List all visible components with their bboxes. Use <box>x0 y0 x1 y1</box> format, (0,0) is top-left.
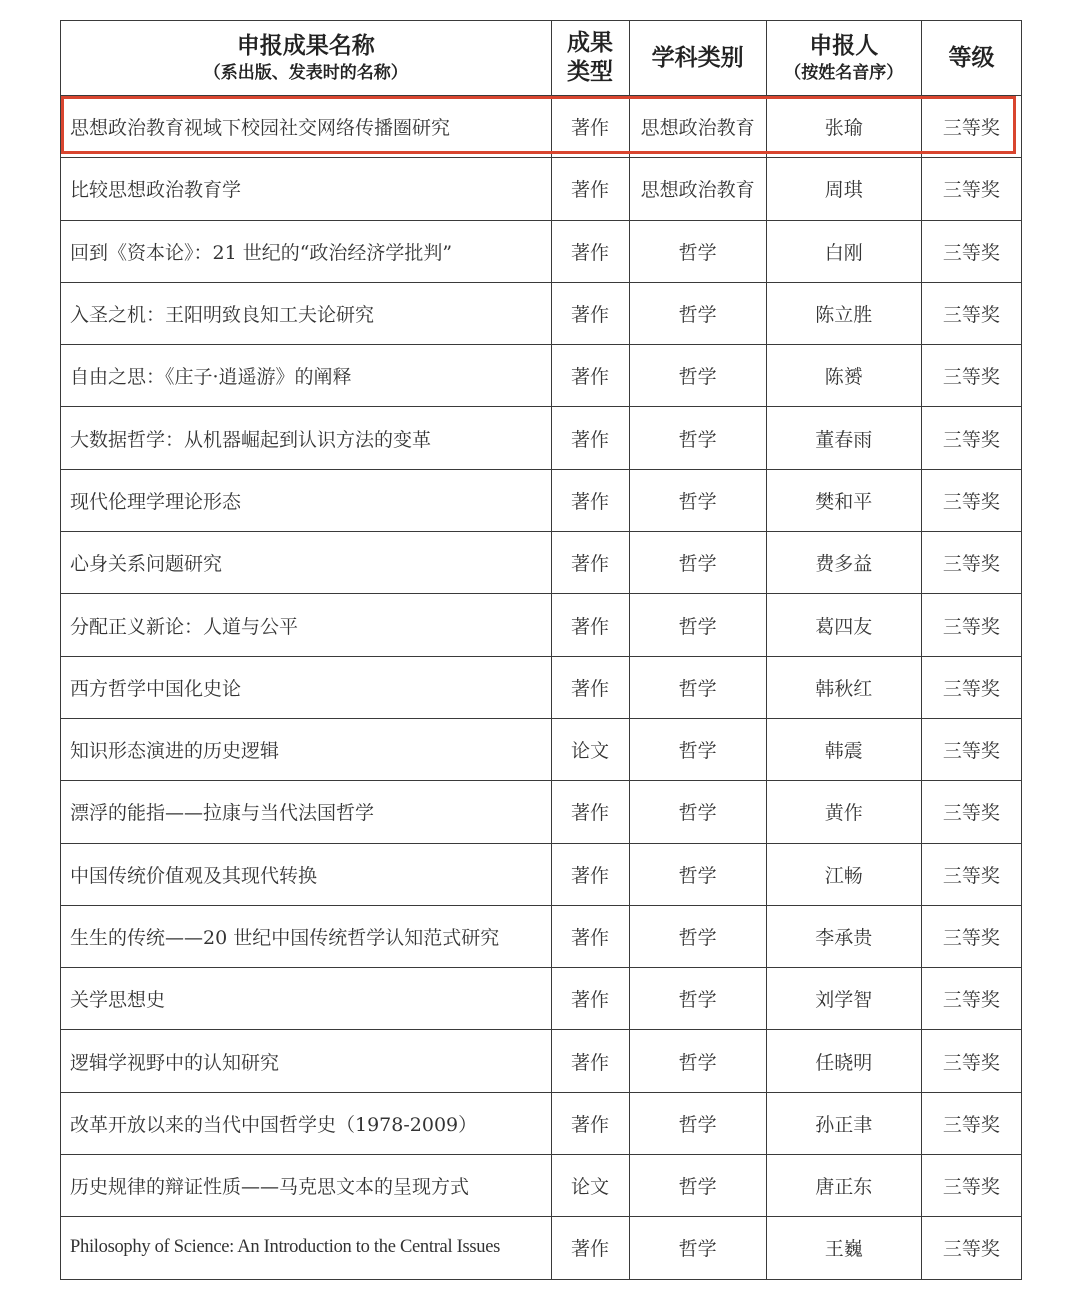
cell-grade: 三等奖 <box>921 718 1021 780</box>
cell-grade: 三等奖 <box>921 345 1021 407</box>
cell-grade: 三等奖 <box>921 968 1021 1030</box>
cell-type: 著作 <box>551 968 629 1030</box>
cell-subject: 哲学 <box>629 718 766 780</box>
cell-grade: 三等奖 <box>921 1092 1021 1154</box>
cell-type: 著作 <box>551 656 629 718</box>
cell-type: 著作 <box>551 220 629 282</box>
cell-subject: 哲学 <box>629 1217 766 1279</box>
cell-title: 自由之思：《庄子·逍遥游》的阐释 <box>61 345 552 407</box>
cell-title: 比较思想政治教育学 <box>61 158 552 220</box>
cell-person: 孙正聿 <box>766 1092 921 1154</box>
header-person-label: 申报人 <box>809 32 879 59</box>
cell-type: 著作 <box>551 345 629 407</box>
cell-person: 刘学智 <box>766 968 921 1030</box>
cell-person: 陈赟 <box>766 345 921 407</box>
cell-person: 费多益 <box>766 532 921 594</box>
cell-title: 大数据哲学：从机器崛起到认识方法的变革 <box>61 407 552 469</box>
header-title <box>61 21 552 96</box>
cell-type: 论文 <box>551 718 629 780</box>
cell-subject: 思想政治教育 <box>629 158 766 220</box>
cell-grade: 三等奖 <box>921 96 1021 158</box>
cell-title: Philosophy of Science: An Introduction to the Central Issues <box>61 1217 552 1279</box>
table-row <box>61 968 1022 1030</box>
cell-subject: 哲学 <box>629 1092 766 1154</box>
cell-person: 韩秋红 <box>766 656 921 718</box>
cell-title: 入圣之机：王阳明致良知工夫论研究 <box>61 282 552 344</box>
header-title-label: 申报成果名称 <box>236 32 375 59</box>
cell-subject: 哲学 <box>629 345 766 407</box>
cell-title: 中国传统价值观及其现代转换 <box>61 843 552 905</box>
cell-grade: 三等奖 <box>921 282 1021 344</box>
cell-subject: 哲学 <box>629 407 766 469</box>
cell-person: 任晓明 <box>766 1030 921 1092</box>
table-row <box>61 469 1022 531</box>
cell-subject: 哲学 <box>629 220 766 282</box>
cell-title: 改革开放以来的当代中国哲学史（1978-2009） <box>61 1092 552 1154</box>
cell-person: 白刚 <box>766 220 921 282</box>
table-row <box>61 594 1022 656</box>
table-row <box>61 656 1022 718</box>
cell-title: 知识形态演进的历史逻辑 <box>61 718 552 780</box>
cell-grade: 三等奖 <box>921 220 1021 282</box>
table-row <box>61 843 1022 905</box>
cell-title: 西方哲学中国化史论 <box>61 656 552 718</box>
cell-type: 著作 <box>551 158 629 220</box>
cell-person: 张瑜 <box>766 96 921 158</box>
cell-type: 著作 <box>551 1030 629 1092</box>
cell-type: 著作 <box>551 407 629 469</box>
header-person <box>766 21 921 96</box>
cell-person: 黄作 <box>766 781 921 843</box>
table-row <box>61 345 1022 407</box>
cell-person: 江畅 <box>766 843 921 905</box>
table-body <box>61 96 1022 1280</box>
cell-title: 现代伦理学理论形态 <box>61 469 552 531</box>
table-row <box>61 1155 1022 1217</box>
cell-grade: 三等奖 <box>921 1030 1021 1092</box>
cell-subject: 哲学 <box>629 656 766 718</box>
cell-title: 生生的传统——20 世纪中国传统哲学认知范式研究 <box>61 905 552 967</box>
cell-type: 论文 <box>551 1155 629 1217</box>
cell-title: 关学思想史 <box>61 968 552 1030</box>
cell-title: 分配正义新论：人道与公平 <box>61 594 552 656</box>
header-type <box>551 21 629 96</box>
cell-type: 著作 <box>551 781 629 843</box>
cell-grade: 三等奖 <box>921 905 1021 967</box>
header-type-line1: 成果 <box>567 29 614 57</box>
cell-grade: 三等奖 <box>921 843 1021 905</box>
header-person-note: （按姓名音序） <box>784 62 904 83</box>
cell-type: 著作 <box>551 282 629 344</box>
cell-type: 著作 <box>551 1217 629 1279</box>
cell-subject: 哲学 <box>629 905 766 967</box>
cell-type: 著作 <box>551 532 629 594</box>
table-row <box>61 1092 1022 1154</box>
cell-grade: 三等奖 <box>921 1155 1021 1217</box>
table-row <box>61 407 1022 469</box>
cell-grade: 三等奖 <box>921 594 1021 656</box>
cell-type: 著作 <box>551 843 629 905</box>
cell-person: 李承贵 <box>766 905 921 967</box>
table-row <box>61 220 1022 282</box>
cell-person: 王巍 <box>766 1217 921 1279</box>
table-row <box>61 282 1022 344</box>
cell-title: 逻辑学视野中的认知研究 <box>61 1030 552 1092</box>
cell-title: 历史规律的辩证性质——马克思文本的呈现方式 <box>61 1155 552 1217</box>
cell-subject: 哲学 <box>629 1155 766 1217</box>
table-row <box>61 718 1022 780</box>
cell-type: 著作 <box>551 1092 629 1154</box>
header-subject-label: 学科类别 <box>651 43 744 71</box>
cell-grade: 三等奖 <box>921 1217 1021 1279</box>
table-row <box>61 1030 1022 1092</box>
header-title-note: （系出版、发表时的名称） <box>203 62 408 83</box>
cell-person: 葛四友 <box>766 594 921 656</box>
header-type-line2: 类型 <box>567 58 614 85</box>
cell-subject: 哲学 <box>629 282 766 344</box>
cell-person: 韩震 <box>766 718 921 780</box>
cell-type: 著作 <box>551 905 629 967</box>
cell-grade: 三等奖 <box>921 532 1021 594</box>
cell-subject: 思想政治教育 <box>629 96 766 158</box>
cell-subject: 哲学 <box>629 1030 766 1092</box>
cell-title: 漂浮的能指——拉康与当代法国哲学 <box>61 781 552 843</box>
cell-grade: 三等奖 <box>921 407 1021 469</box>
cell-person: 唐正东 <box>766 1155 921 1217</box>
cell-person: 樊和平 <box>766 469 921 531</box>
cell-grade: 三等奖 <box>921 158 1021 220</box>
table-row <box>61 158 1022 220</box>
header-grade <box>921 21 1021 96</box>
cell-title: 心身关系问题研究 <box>61 532 552 594</box>
cell-subject: 哲学 <box>629 781 766 843</box>
cell-subject: 哲学 <box>629 843 766 905</box>
cell-grade: 三等奖 <box>921 469 1021 531</box>
table-row <box>61 781 1022 843</box>
cell-type: 著作 <box>551 469 629 531</box>
cell-grade: 三等奖 <box>921 781 1021 843</box>
cell-type: 著作 <box>551 96 629 158</box>
cell-person: 周琪 <box>766 158 921 220</box>
cell-type: 著作 <box>551 594 629 656</box>
cell-subject: 哲学 <box>629 532 766 594</box>
cell-subject: 哲学 <box>629 594 766 656</box>
cell-title: 思想政治教育视域下校园社交网络传播圈研究 <box>61 96 552 158</box>
header-grade-label: 等级 <box>948 43 995 71</box>
header-subject <box>629 21 766 96</box>
table-row <box>61 1217 1022 1279</box>
cell-person: 陈立胜 <box>766 282 921 344</box>
table-row <box>61 532 1022 594</box>
table-header-row <box>61 21 1022 96</box>
cell-person: 董春雨 <box>766 407 921 469</box>
cell-subject: 哲学 <box>629 968 766 1030</box>
table-row <box>61 905 1022 967</box>
cell-subject: 哲学 <box>629 469 766 531</box>
table-row <box>61 96 1022 158</box>
award-table <box>60 20 1022 1280</box>
cell-grade: 三等奖 <box>921 656 1021 718</box>
cell-title: 回到《资本论》：21 世纪的“政治经济学批判” <box>61 220 552 282</box>
